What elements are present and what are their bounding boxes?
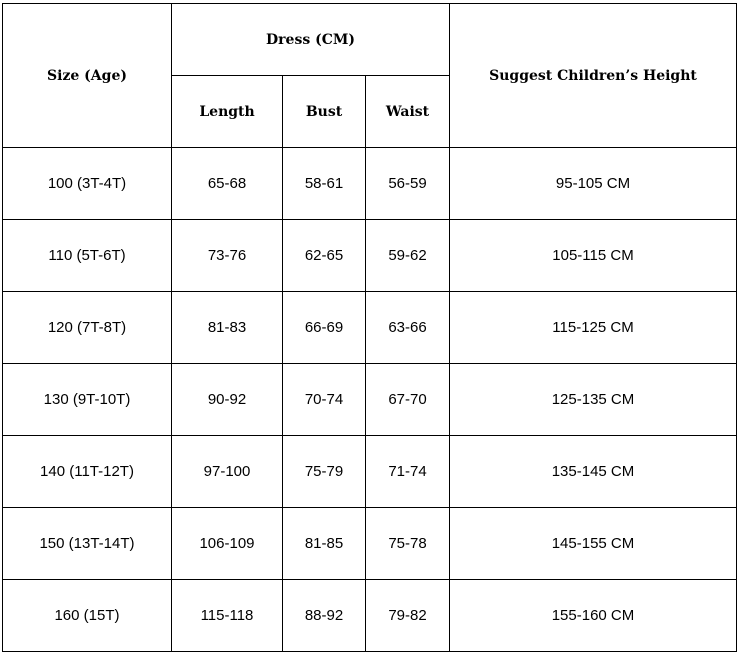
table-row — [3, 148, 737, 220]
bust-cell: 62-65 — [283, 220, 366, 292]
header-dress-cm: Dress (CM) — [172, 4, 450, 76]
size-cell: 110 (5T-6T) — [3, 220, 172, 292]
length-cell: 115-118 — [172, 580, 283, 652]
bust-cell: 75-79 — [283, 436, 366, 508]
size-cell: 130 (9T-10T) — [3, 364, 172, 436]
bust-cell: 81-85 — [283, 508, 366, 580]
waist-cell: 63-66 — [366, 292, 450, 364]
height-cell: 135-145 CM — [450, 436, 737, 508]
bust-cell: 70-74 — [283, 364, 366, 436]
length-cell: 106-109 — [172, 508, 283, 580]
size-chart-body — [3, 4, 737, 652]
size-cell: 120 (7T-8T) — [3, 292, 172, 364]
waist-cell: 79-82 — [366, 580, 450, 652]
table-row — [3, 292, 737, 364]
height-cell: 155-160 CM — [450, 580, 737, 652]
size-cell: 150 (13T-14T) — [3, 508, 172, 580]
height-cell: 95-105 CM — [450, 148, 737, 220]
waist-cell: 75-78 — [366, 508, 450, 580]
length-cell: 90-92 — [172, 364, 283, 436]
header-size-age: Size (Age) — [3, 4, 172, 148]
table-row — [3, 220, 737, 292]
bust-cell: 58-61 — [283, 148, 366, 220]
waist-cell: 71-74 — [366, 436, 450, 508]
height-cell: 105-115 CM — [450, 220, 737, 292]
height-cell: 115-125 CM — [450, 292, 737, 364]
header-suggest-height: Suggest Children’s Height — [450, 4, 737, 148]
table-row — [3, 364, 737, 436]
table-row — [3, 508, 737, 580]
waist-cell: 67-70 — [366, 364, 450, 436]
header-length: Length — [172, 76, 283, 148]
length-cell: 73-76 — [172, 220, 283, 292]
length-cell: 81-83 — [172, 292, 283, 364]
bust-cell: 88-92 — [283, 580, 366, 652]
table-row — [3, 580, 737, 652]
header-waist: Waist — [366, 76, 450, 148]
size-chart-table — [2, 3, 737, 652]
length-cell: 65-68 — [172, 148, 283, 220]
height-cell: 125-135 CM — [450, 364, 737, 436]
waist-cell: 56-59 — [366, 148, 450, 220]
size-cell: 140 (11T-12T) — [3, 436, 172, 508]
length-cell: 97-100 — [172, 436, 283, 508]
table-row — [3, 436, 737, 508]
size-cell: 160 (15T) — [3, 580, 172, 652]
bust-cell: 66-69 — [283, 292, 366, 364]
header-bust: Bust — [283, 76, 366, 148]
size-cell: 100 (3T-4T) — [3, 148, 172, 220]
header-row-top — [3, 4, 737, 76]
height-cell: 145-155 CM — [450, 508, 737, 580]
waist-cell: 59-62 — [366, 220, 450, 292]
